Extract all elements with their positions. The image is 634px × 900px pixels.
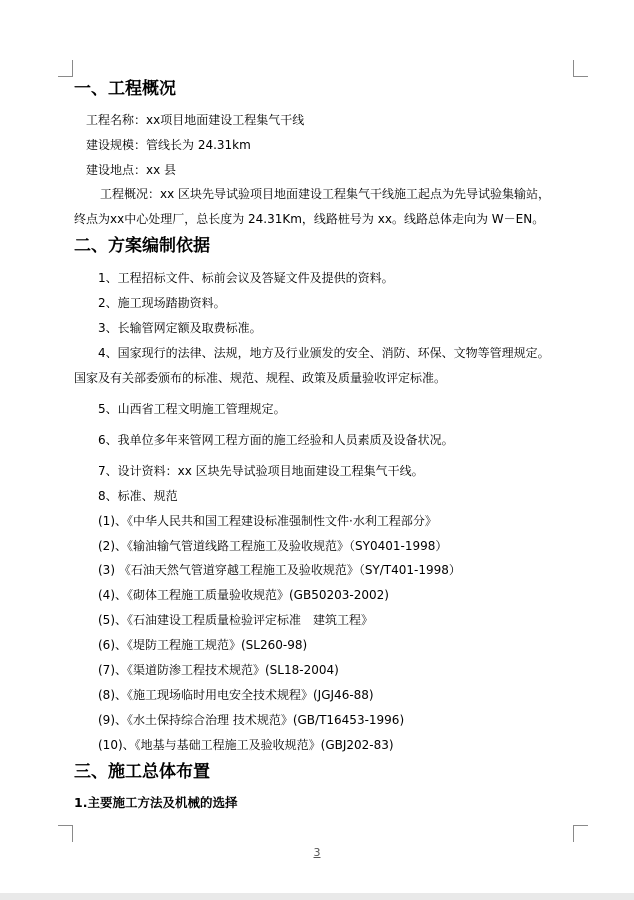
margin-corner-mark: [58, 60, 73, 77]
section-heading: 二、方案编制依据: [74, 236, 210, 256]
standard-item: (4)、《砌体工程施工质量验收规范》(GB50203-2002): [98, 588, 389, 602]
standard-item: (7)、《渠道防渗工程技术规范》(SL18-2004): [98, 663, 339, 677]
sub-heading: 1.主要施工方法及机械的选择: [74, 795, 238, 810]
standard-item: (9)、《水土保持综合治理 技术规范》(GB/T16453-1996): [98, 713, 405, 727]
margin-corner-mark: [573, 60, 588, 77]
standard-item: (3) 《石油天然气管道穿越工程施工及验收规范》（SY/T401-1998）: [98, 563, 461, 577]
construction-scale: 建设规模：管线长为 24.31km: [86, 138, 251, 152]
section-heading: 三、施工总体布置: [74, 762, 210, 782]
list-item: 5、山西省工程文明施工管理规定。: [98, 402, 286, 416]
page-gap-bar: [0, 893, 634, 900]
standard-item: (6)、《堤防工程施工规范》(SL260-98): [98, 638, 308, 652]
standard-item: (8)、《施工现场临时用电安全技术规程》(JGJ46-88): [98, 688, 374, 702]
project-overview: 终点为xx中心处理厂，总长度为 24.31Km，线路桩号为 xx。线路总体走向为 W－EN。: [74, 212, 545, 226]
margin-corner-mark: [58, 825, 73, 842]
page-footer: [0, 846, 634, 860]
list-item: 3、长输管网定额及取费标准。: [98, 321, 262, 335]
project-name: 工程名称：xx项目地面建设工程集气干线: [86, 113, 305, 127]
margin-corner-mark: [573, 825, 588, 842]
standard-item: (2)、《输油输气管道线路工程施工及验收规范》（SY0401-1998）: [98, 539, 448, 553]
list-item: 6、我单位多年来管网工程方面的施工经验和人员素质及设备状况。: [98, 433, 454, 447]
page-number: 3: [313, 846, 321, 859]
list-item: 8、标准、规范: [98, 489, 178, 503]
list-item: 国家及有关部委颁布的标准、规范、规程、政策及质量验收评定标准。: [74, 371, 447, 385]
list-item: 7、设计资料：xx 区块先导试验项目地面建设工程集气干线。: [98, 464, 424, 478]
standard-item: (5)、《石油建设工程质量检验评定标准 建筑工程》: [98, 613, 374, 627]
list-item: 2、施工现场踏勘资料。: [98, 296, 226, 310]
section-heading: 一、工程概况: [74, 79, 176, 99]
standard-item: (1)、《中华人民共和国工程建设标准强制性文件·水利工程部分》: [98, 514, 437, 528]
list-item: 4、国家现行的法律、法规，地方及行业颁发的安全、消防、环保、文物等管理规定。: [98, 346, 550, 360]
standard-item: (10)、《地基与基础工程施工及验收规范》(GBJ202-83): [98, 738, 394, 752]
project-overview: 工程概况：xx 区块先导试验项目地面建设工程集气干线施工起点为先导试验集输站，: [100, 187, 551, 201]
list-item: 1、工程招标文件、标前会议及答疑文件及提供的资料。: [98, 271, 394, 285]
construction-location: 建设地点：xx 县: [86, 163, 177, 177]
